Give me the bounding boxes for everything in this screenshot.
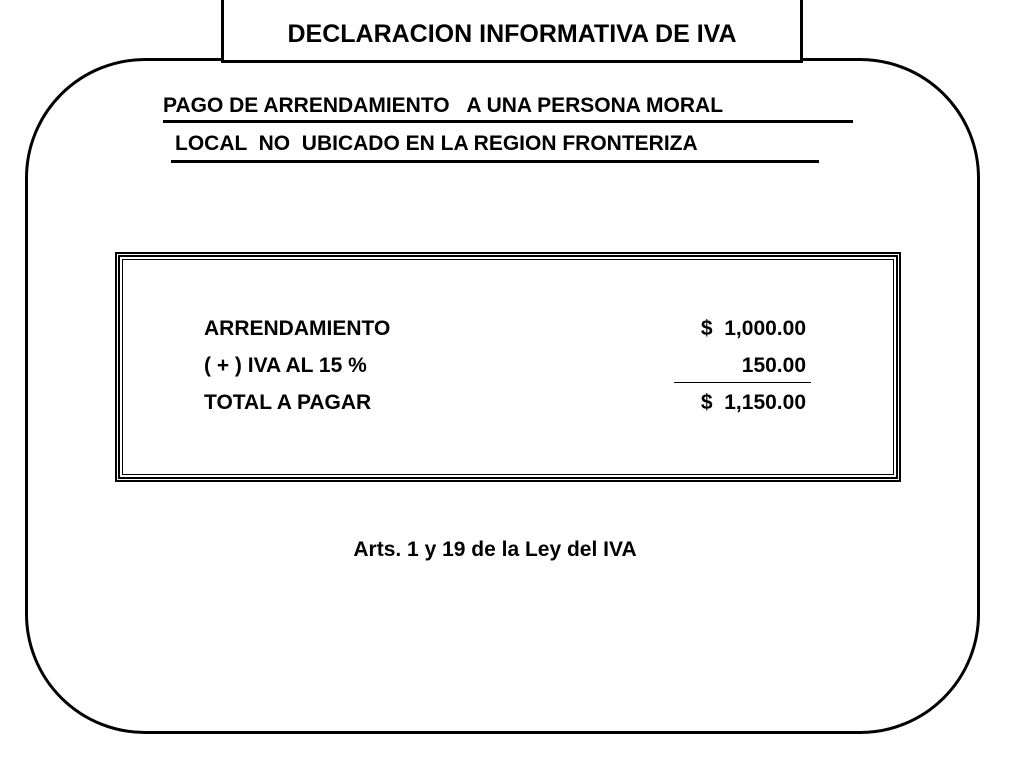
subtitle-underline-2	[171, 160, 819, 163]
row-label-total: TOTAL A PAGAR	[204, 391, 372, 414]
row-label-arrendamiento: ARRENDAMIENTO	[204, 317, 391, 340]
row-value-arrendamiento: $ 1,000.00	[700, 317, 806, 340]
page-title: DECLARACION INFORMATIVA DE IVA	[221, 0, 803, 63]
legal-reference: Arts. 1 y 19 de la Ley del IVA	[353, 538, 637, 561]
row-label-iva: ( + ) IVA AL 15 %	[204, 354, 367, 377]
row-value-total: $ 1,150.00	[700, 391, 806, 414]
subtitle-underline-1	[163, 120, 853, 123]
subtitle-line-1: PAGO DE ARRENDAMIENTO A UNA PERSONA MORAL	[163, 94, 729, 117]
sum-divider	[674, 382, 811, 383]
row-value-iva: 150.00	[741, 354, 806, 377]
subtitle-line-2: LOCAL NO UBICADO EN LA REGION FRONTERIZA	[175, 132, 698, 155]
